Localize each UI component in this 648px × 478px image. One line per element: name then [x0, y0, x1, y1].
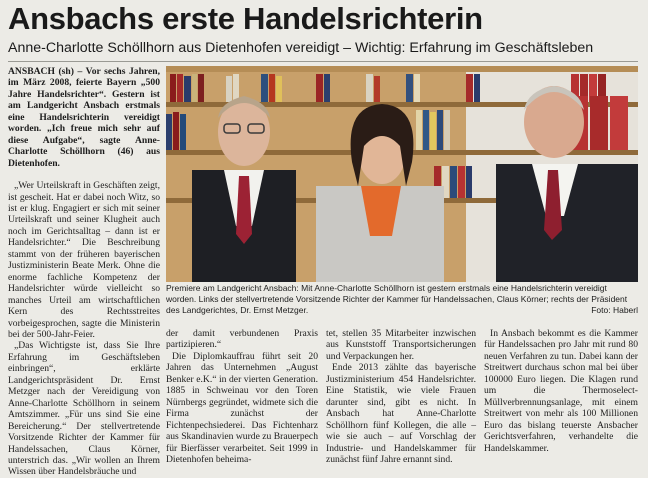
- body-paragraph: Ende 2013 zählte das bayerische Justizministerium 454 Handelsrichter. Eine Statistik, wie viele Frauen darunter sind, gibt es nicht. In Ansbach hat Anne-Charlotte Schöllhorn fünf Kollegen, die alle – wie sie auch – auf Vorschlag der Industrie- und Handelskammer für zunächst fünf Jahre ernannt sind.: [326, 362, 476, 465]
- photo-caption: Premiere am Landgericht Ansbach: Mit Anne-Charlotte Schöllhorn ist gestern erstmals eine Handelsrichterin vereidigt worden. Links der stellvertretende Vorsitzende Richter der Kammer für Handelssachen, Claus Körner; rechts der Präsident des Landgerichtes, Dr. Ernst Metzger.: [166, 283, 628, 315]
- news-photo-illustration: [166, 66, 638, 282]
- dateline: ANSBACH (sh) –: [8, 66, 83, 77]
- lead-text: Vor sechs Jahren, im März 2008, feierte Bayern „500 Jahre Handelsrichter“. Gestern ist am Landgericht Ansbach erstmals eine Handelsrichterin vereidigt worden. „Ich freue mich sehr auf diese Aufgabe“, sagte Anne-Charlotte Schöllhorn (46) aus Dietenhofen.: [8, 66, 160, 169]
- article-column-2: [166, 328, 318, 465]
- body-paragraph: tet, stellen 35 Mitarbeiter inzwischen aus Kunststoff Transportsicherungen und Verpackungen her.: [326, 328, 476, 362]
- body-paragraph: „Das Wichtigste ist, dass Sie Ihre Erfahrung im Geschäftsleben einbringen“, erklärte Landgerichtspräsident Dr. Ernst Metzger nach der Vereidigung von Anne-Charlotte Schöllhorn in seinem Amtszimmer. „Für uns sind Sie eine Bereicherung.“ Der stellvertretende Vorsitzende Richter der Kammer für Handelssachen, Claus Körner, unterstrich das. „Wir wollen an Ihrem Wissen über Handelsbräuche und: [8, 340, 160, 478]
- body-paragraph: Die Diplomkauffrau führt seit 20 Jahren das Unternehmen „August Benker e.K.“ in der vierten Generation. 1885 in Schweinau vor den Toren Nürnbergs gegründet, widmete sich die Firma zunächst der Fichtenpechsiederei. Das Fichtenharz aus Skandinavien wurde zu Brauerpech für Bierfässer verarbeitet. Seit 1999 in Dietenhofen beheima-: [166, 350, 318, 465]
- body-paragraph: „Wer Urteilskraft in Geschäften zeigt, ist gescheit. Hat er dabei noch Witz, so ist er klug. Engagiert er sich mit seiner Urteilskraft und seiner Klugheit auch noch im Gerichtsalltag – dann ist er Handelsrichter.“ Die Beschreibung stammt von der früheren bayerischen Justizministerin Beate Merk. Ohne die enorme fachliche Kompetenz der Handelsrichter würde vielleicht so manches Urteil am wirtschaftlichen Kern des Rechtsstreites vorbeigesprochen, sagte die Ministerin bei der 500-Jahr-Feier.: [8, 180, 160, 340]
- news-photo: [166, 66, 638, 282]
- body-paragraph: der damit verbundenen Praxis partizipieren.“: [166, 328, 318, 351]
- lead-paragraph: [8, 66, 160, 169]
- article-headline: Ansbachs erste Handelsrichterin: [8, 1, 483, 36]
- article-subheadline: Anne-Charlotte Schöllhorn aus Dietenhofen vereidigt – Wichtig: Erfahrung im Geschäftsleben: [8, 40, 594, 56]
- body-paragraph: In Ansbach bekommt es die Kammer für Handelssachen pro Jahr mit rund 80 neuen Verfahren zu tun. Dabei kann der Streitwert durchaus schon mal bei über 100000 Euro liegen. Die Klagen rund um die Thermoselect-Müllverbrennungsanlage, mit einem Streitwert von mehr als 100 Millionen Euro das bislang teuerste Ansbacher Gerichtsverfahren, verhandelte die Handelskammer.: [484, 328, 638, 454]
- photo-credit: Foto: Haberl: [591, 305, 638, 315]
- article-column-3: [326, 328, 476, 465]
- article-column-1: [8, 66, 160, 478]
- article-column-4: [484, 328, 638, 454]
- headline-rule: [8, 61, 638, 62]
